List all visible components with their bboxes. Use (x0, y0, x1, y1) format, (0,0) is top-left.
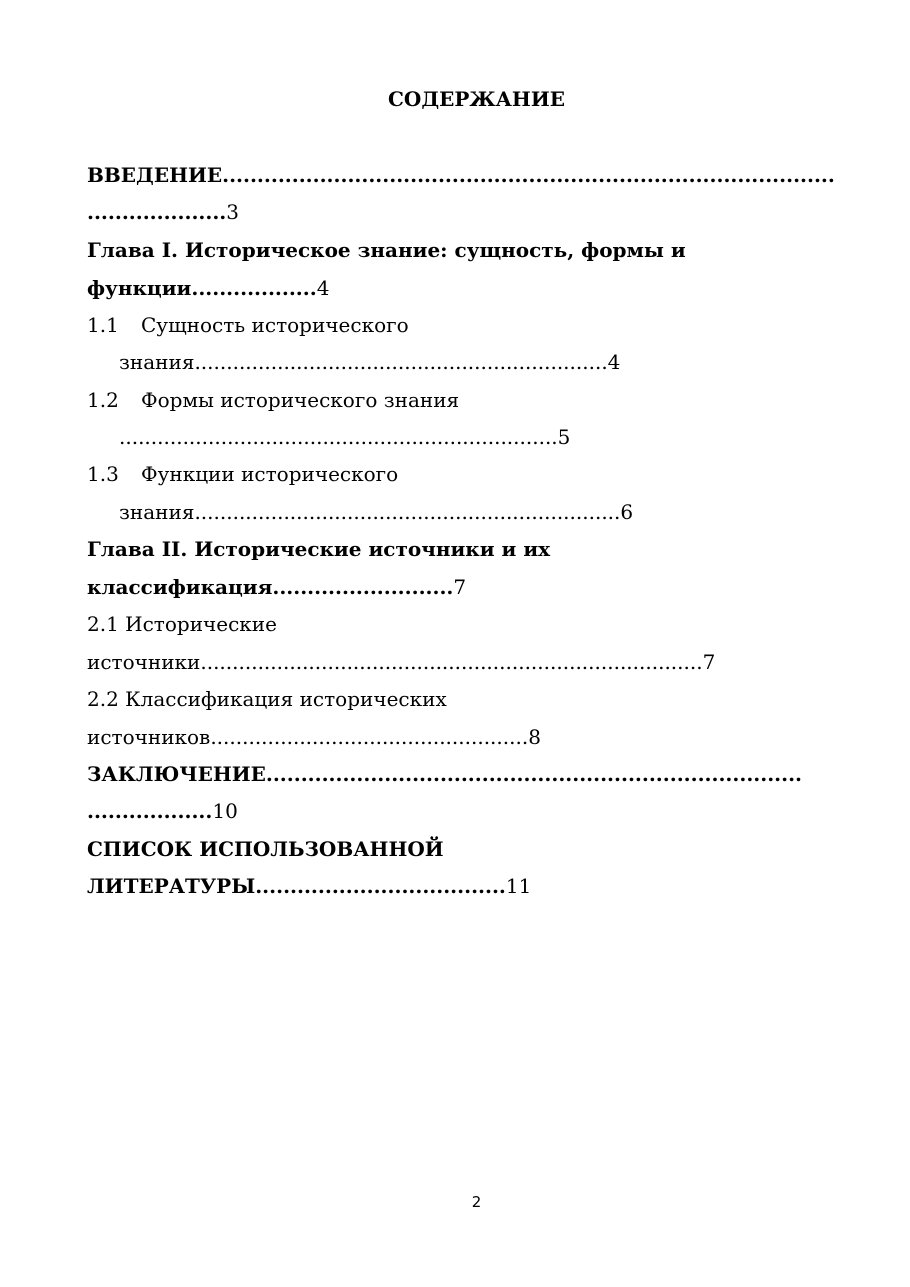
toc-entry-2-1-line1: 2.1 Исторические (87, 612, 277, 636)
toc-entry-1-2-line1 (87, 387, 459, 413)
toc-entry-1-1-page: 4 (607, 350, 621, 374)
toc-entry-chapter2-line2 (87, 574, 466, 600)
toc-entry-2-1-leader: источники............................................................................... (87, 650, 703, 674)
toc-entry-2-1-line2 (87, 649, 715, 675)
toc-entry-2-2-line2 (87, 724, 541, 750)
toc-entry-intro-line2 (87, 199, 239, 225)
toc-entry-conclusion-line2 (87, 798, 238, 824)
toc-entry-chapter1-line1: Глава I. Историческое знание: сущность, формы и (87, 238, 686, 262)
toc-entry-1-2-number: 1.2 (87, 388, 119, 412)
toc-entry-references-line1: СПИСОК ИСПОЛЬЗОВАННОЙ (87, 837, 444, 861)
toc-entry-1-1-title: Сущность исторического (141, 313, 409, 337)
toc-entry-intro-page: 3 (226, 200, 239, 224)
toc-entry-2-2-page: 8 (528, 725, 541, 749)
toc-entry-1-1-line2 (119, 349, 620, 375)
toc-entry-1-2-line2 (119, 424, 570, 450)
toc-entry-references-leader: ЛИТЕРАТУРЫ.................................... (87, 874, 506, 898)
toc-entry-chapter1-page: 4 (316, 276, 330, 300)
toc-entry-1-1-line1 (87, 312, 409, 338)
toc-entry-1-1-number: 1.1 (87, 313, 119, 337)
toc-entry-chapter2-line1: Глава II. Исторические источники и их (87, 537, 551, 561)
toc-entry-1-3-leader: знания................................................................... (119, 500, 621, 524)
toc-entry-1-3-page: 6 (620, 500, 634, 524)
page-title: СОДЕРЖАНИЕ (388, 87, 565, 111)
toc-entry-1-2-title: Формы исторического знания (141, 388, 460, 412)
toc-entry-conclusion-page: 10 (212, 799, 238, 823)
toc-entry-intro-line1: ВВЕДЕНИЕ........................................................................................ (87, 163, 835, 187)
toc-entry-references-page: 11 (505, 874, 532, 898)
toc-entry-1-1-leader: знания................................................................. (119, 350, 608, 374)
toc-entry-conclusion-line1: ЗАКЛЮЧЕНИЕ............................................................................. (87, 762, 803, 786)
toc-entry-chapter1-leader: функции.................. (87, 276, 317, 300)
toc-entry-chapter2-page: 7 (453, 575, 467, 599)
toc-entry-references-line2 (87, 873, 531, 899)
toc-entry-2-2-leader: источников.................................................. (87, 725, 529, 749)
toc-entry-1-3-line2 (119, 499, 633, 525)
page-number: 2 (471, 1193, 482, 1211)
toc-entry-chapter1-line2 (87, 275, 329, 301)
toc-entry-1-2-leader: ..................................................................... (119, 425, 558, 449)
toc-entry-2-2-line1: 2.2 Классификация исторических (87, 687, 447, 711)
toc-entry-chapter2-leader: классификация.......................... (87, 575, 454, 599)
toc-entry-conclusion-leader: .................. (87, 799, 213, 823)
toc-entry-1-3-title: Функции исторического (141, 462, 399, 486)
toc-entry-1-2-page: 5 (557, 425, 571, 449)
toc-entry-1-3-number: 1.3 (87, 462, 119, 486)
toc-entry-2-1-page: 7 (702, 650, 716, 674)
toc-entry-1-3-line1 (87, 461, 398, 487)
toc-entry-intro-leader: .................... (87, 200, 227, 224)
